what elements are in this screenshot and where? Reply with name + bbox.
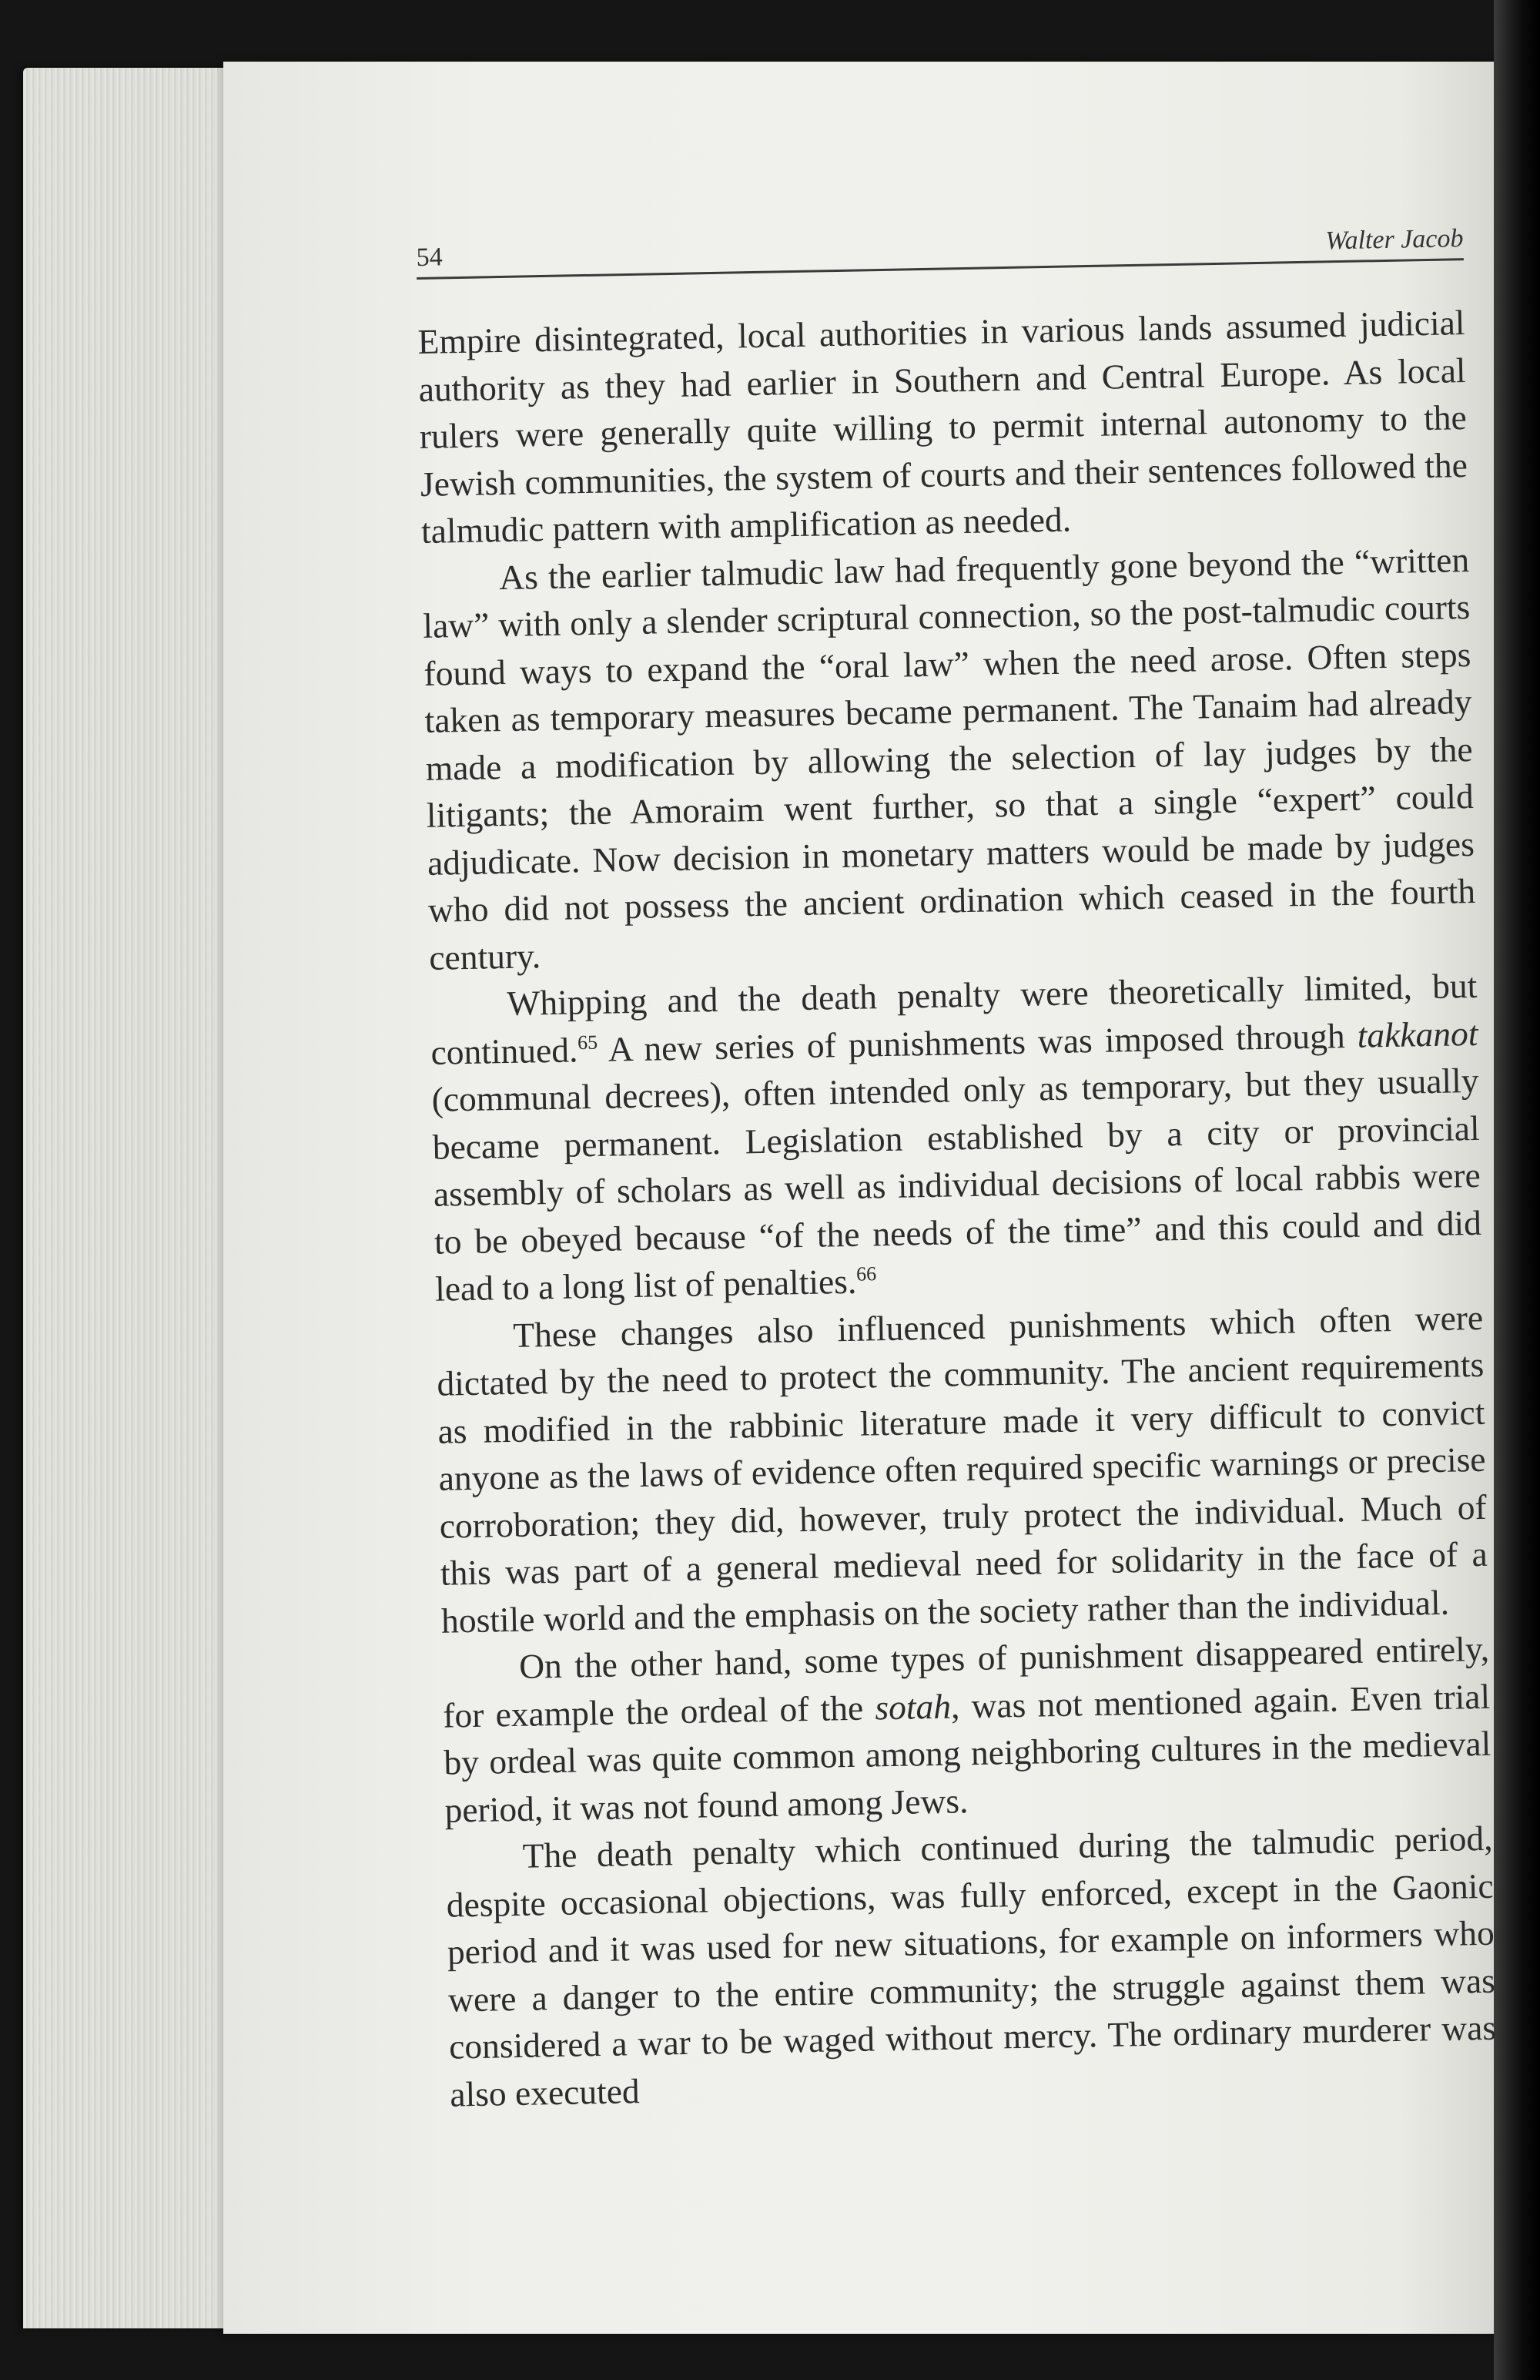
paragraph-6: The death penalty which continued during the talmudic period, despite occasional objections, was fully enforced, except in the Gaonic period and it was used for new situations, for example on informers who were a danger to the entire community; the struggle against them was considered a war to be waged without mercy. The ordinary murderer was also executed — [446, 1818, 1497, 2114]
footnote-ref-66: 66 — [855, 1262, 877, 1286]
paragraph-5 — [442, 1625, 1492, 1834]
paragraph-4: These changes also influenced punishments which often were dictated by the need to protect the community. The ancient requirements as modified in the rabbinic literature made it very difficult to convict anyone as the laws of evidence often required specific warnings or precise corroboration; they did, however, truly protect the individual. Much of this was part of a general medieval need for solidarity in the face of a hostile world and the emphasis on the society rather than the individual. — [436, 1297, 1488, 1641]
paragraph-5-text-a: On the other hand, some types of punishment disappeared entirely, for example the ordeal of the — [442, 1628, 1490, 1735]
page-text-block — [416, 212, 1498, 2118]
footnote-ref-65: 65 — [577, 1031, 598, 1054]
term-takkanot: takkanot — [1357, 1013, 1478, 1055]
paragraph-3-text-c: (communal decrees), often intended only as temporary, but they usually became permanent. Legislation established by a city or provincial assembly of scholars as well as individual decisions of local rabbis were to be obeyed because “of the needs of the time” and this could and did lead to a long list of penalties. — [431, 1060, 1482, 1309]
paragraph-5-text-b: , was not mentioned again. Even trial by ordeal was quite common among neighboring cultures in the medieval period, it was not found among Jews. — [443, 1676, 1491, 1830]
paragraph-3-text-a: Whipping and the death penalty were theoretically limited, but continued. — [430, 965, 1478, 1072]
page-number: 54 — [416, 243, 443, 272]
running-head-author: Walter Jacob — [1324, 224, 1464, 256]
paragraph-1: Empire disintegrated, local authorities in various lands assumed judicial authority as they had earlier in Southern and Central Europe. As local rulers were generally quite willing to permit internal autonomy to the Jewish communities, the system of courts and their sentences followed the talmudic pattern with amplification as needed. — [417, 303, 1468, 551]
paragraph-3 — [430, 962, 1483, 1312]
term-sotah: sotah — [874, 1686, 952, 1727]
paragraph-2: As the earlier talmudic law had frequently gone beyond the “written law” with only a slender scriptural connection, so the post-talmudic courts found ways to expand the “oral law” when the need arose. Often steps taken as temporary measures became permanent. The Tanaim had already made a modification by allowing the selection of lay judges by the litigants; the Amoraim went further, so that a single “expert” could adjudicate. Now decision in monetary matters would be made by judges who did not possess the ancient ordination which ceased in the fourth century. — [422, 539, 1476, 977]
background-strip — [1494, 0, 1540, 2380]
paragraph-3-text-b: A new series of punishments was imposed through — [597, 1015, 1358, 1069]
page-stack-edges — [23, 68, 254, 2328]
